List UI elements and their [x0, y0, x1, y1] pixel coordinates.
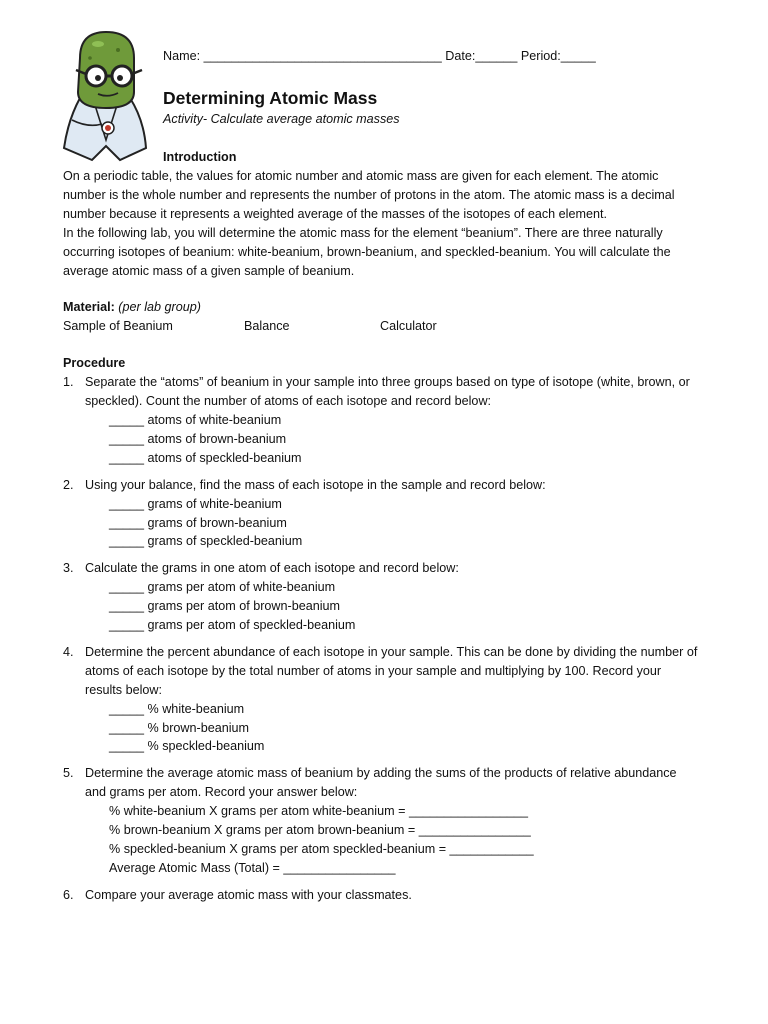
blank-line[interactable]: _____ grams of speckled-beanium — [109, 534, 303, 549]
step-blanks — [85, 578, 699, 635]
introduction-heading: Introduction — [163, 150, 237, 164]
step-blanks — [85, 411, 699, 468]
blank-line[interactable]: _____ atoms of speckled-beanium — [109, 450, 302, 465]
procedure-step — [63, 643, 699, 756]
introduction-paragraph-2: In the following lab, you will determine the atomic mass for the element “beanium”. There are three naturally occurring isotopes of beanium: white-beanium, brown-beanium, and speckled-beanium. You will calculate the average atomic mass of a given sample of beanium. — [63, 225, 671, 278]
material-item: Balance — [244, 319, 290, 334]
step-text: Determine the average atomic mass of beanium by adding the sums of the products of relative abundance and grams per atom. Record your answer below: — [85, 766, 677, 800]
step-number: 2. — [63, 477, 74, 492]
step-text: Separate the “atoms” of beanium in your sample into three groups based on type of isotope (white, brown, or speckled). Count the number of atoms of each isotope and record below: — [85, 375, 690, 409]
material-note: (per lab group) — [118, 300, 201, 315]
material-label: Material: — [63, 300, 115, 315]
blank-line[interactable]: Average Atomic Mass (Total) = ________________ — [109, 860, 396, 875]
worksheet-body — [63, 167, 699, 905]
step-text: Calculate the grams in one atom of each isotope and record below: — [85, 561, 459, 576]
step-blanks — [85, 700, 699, 757]
blank-line[interactable]: _____ % speckled-beanium — [109, 739, 265, 754]
step-number: 3. — [63, 561, 74, 576]
blank-line[interactable]: _____ grams of white-beanium — [109, 496, 282, 511]
name-date-period-line: Name: __________________________________ Date:______ Period:_____ — [163, 49, 596, 63]
procedure-step — [63, 764, 699, 877]
blank-line[interactable]: _____ grams per atom of white-beanium — [109, 580, 336, 595]
page-title: Determining Atomic Mass — [163, 88, 378, 108]
blank-line[interactable]: _____ atoms of white-beanium — [109, 412, 282, 427]
step-text: Determine the percent abundance of each isotope in your sample. This can be done by dividing the number of atoms of each isotope by the total number of atoms in your sample and multiplying by 100. Record your results below: — [85, 644, 698, 697]
step-number: 4. — [63, 644, 74, 659]
material-item: Calculator — [380, 319, 437, 334]
blank-line[interactable]: _____ grams of brown-beanium — [109, 515, 287, 530]
step-number: 1. — [63, 375, 74, 390]
blank-line[interactable]: % brown-beanium X grams per atom brown-beanium = ________________ — [109, 823, 531, 838]
material-list — [63, 317, 699, 336]
blank-line[interactable]: _____ atoms of brown-beanium — [109, 431, 287, 446]
procedure-step — [63, 476, 699, 552]
blank-line[interactable]: % speckled-beanium X grams per atom speckled-beanium = ____________ — [109, 842, 534, 856]
step-blanks — [85, 495, 699, 552]
step-number: 5. — [63, 766, 74, 781]
procedure-step — [63, 373, 699, 468]
mascot-scientist-pickle-icon — [58, 28, 154, 164]
introduction-paragraph-1: On a periodic table, the values for atomic number and atomic mass are given for each element. The atomic number is the whole number and represents the number of protons in the atom. The atomic mass is a decimal number because it represents a weighted average of the masses of the isotopes of each element. — [63, 169, 675, 221]
blank-line[interactable]: _____ % brown-beanium — [109, 720, 250, 735]
blank-line[interactable]: _____ grams per atom of speckled-beanium — [109, 618, 356, 633]
procedure-steps — [63, 373, 699, 905]
step-text: Compare your average atomic mass with your classmates. — [85, 887, 412, 902]
blank-line[interactable]: _____ % white-beanium — [109, 701, 245, 716]
blank-line[interactable]: % white-beanium X grams per atom white-beanium = _________________ — [109, 804, 529, 819]
procedure-step — [63, 559, 699, 635]
blank-line[interactable]: _____ grams per atom of brown-beanium — [109, 599, 341, 614]
step-text: Using your balance, find the mass of each isotope in the sample and record below: — [85, 477, 546, 492]
page-subtitle: Activity- Calculate average atomic masses — [163, 112, 400, 126]
step-number: 6. — [63, 887, 74, 902]
procedure-step — [63, 886, 699, 905]
material-heading — [63, 298, 699, 317]
material-item: Sample of Beanium — [63, 319, 173, 334]
procedure-heading: Procedure — [63, 356, 126, 371]
step-blanks — [85, 802, 699, 878]
